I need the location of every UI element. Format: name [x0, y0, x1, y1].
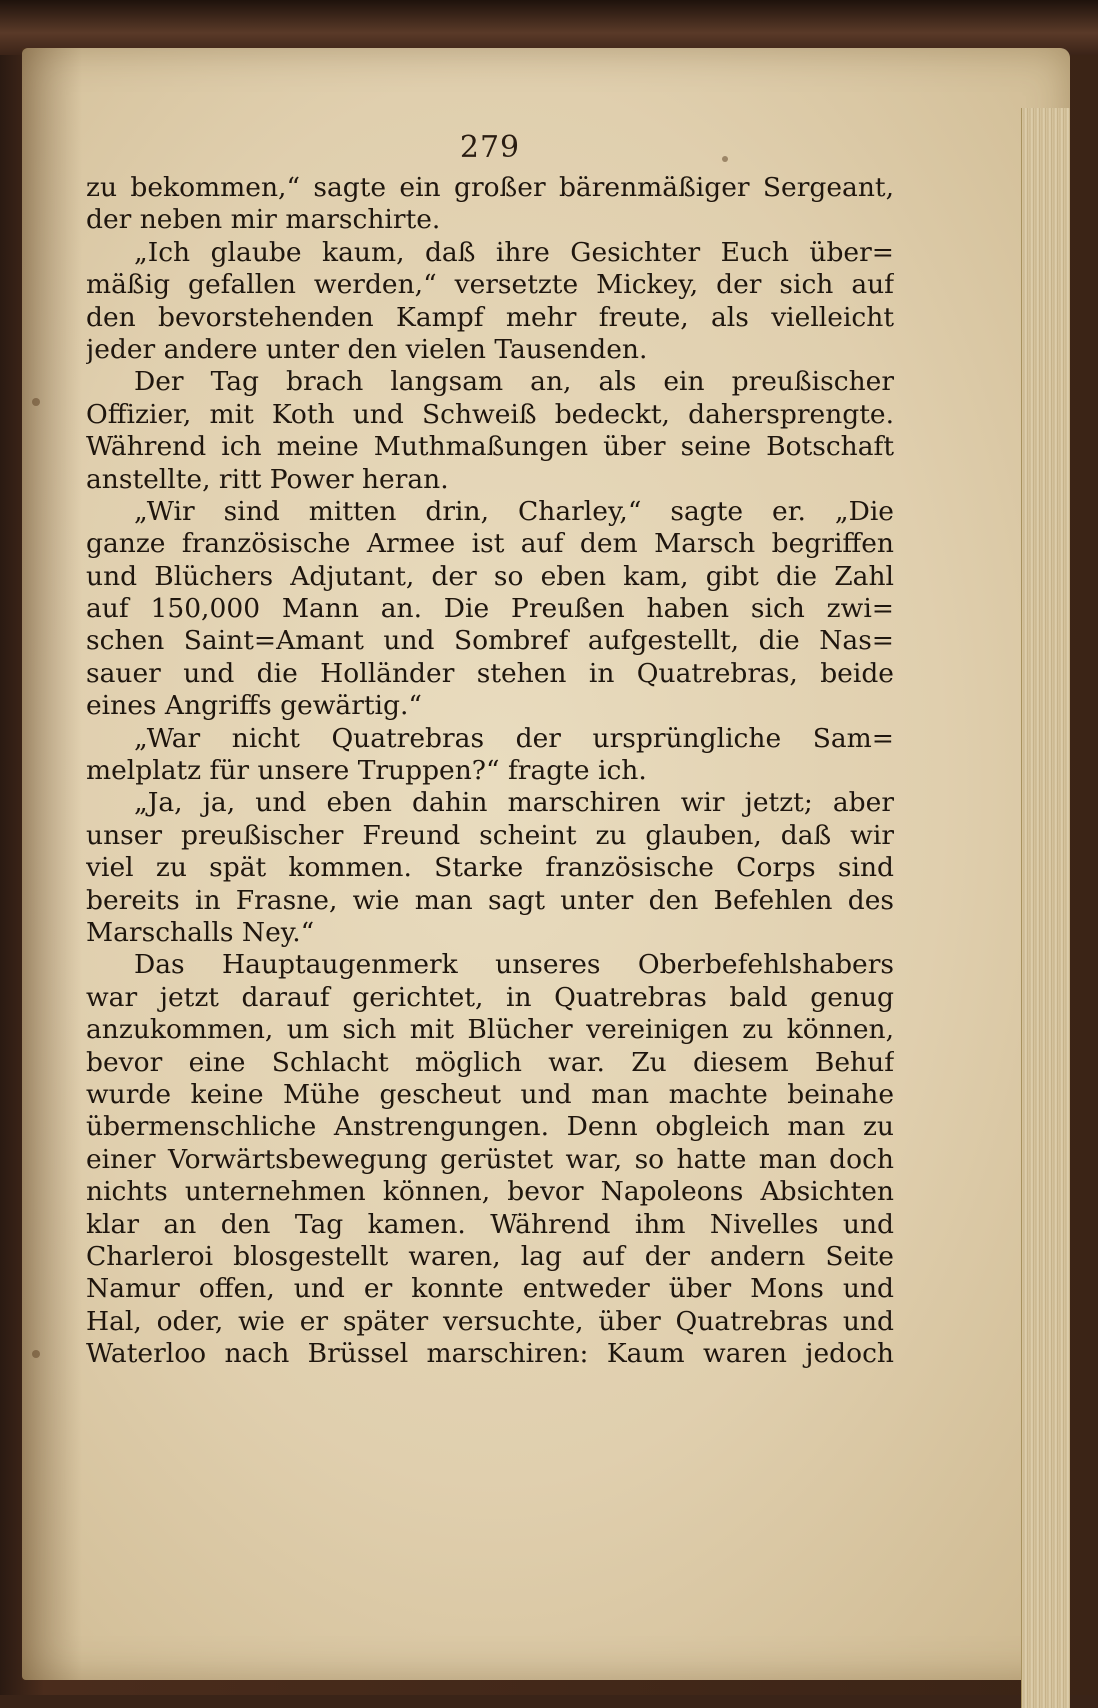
text-line: mäßig gefallen werden,“ versetzte Mickey, der sich auf — [86, 269, 894, 301]
text-line: „War nicht Quatrebras der ursprüngliche Sam= — [134, 722, 894, 754]
text-line: einer Vorwärtsbewegung gerüstet war, so hatte man doch — [86, 1143, 894, 1175]
text-line: sauer und die Holländer stehen in Quatrebras, beide — [86, 657, 894, 689]
text-line: eines Angriffs gewärtig.“ — [86, 690, 422, 722]
text-line: bereits in Frasne, wie man sagt unter den Befehlen des — [86, 884, 894, 916]
paper-speck — [722, 156, 728, 162]
text-line: wurde keine Mühe gescheut und man machte beinahe — [86, 1078, 894, 1110]
text-line: Namur offen, und er konnte entweder über Mons und — [86, 1273, 894, 1305]
text-line: nichts unternehmen können, bevor Napoleons Absichten — [86, 1176, 894, 1208]
text-line: Der Tag brach langsam an, als ein preußischer — [134, 366, 894, 398]
text-line: auf 150,000 Mann an. Die Preußen haben sich zwi= — [86, 593, 894, 625]
text-line: und Blüchers Adjutant, der so eben kam, gibt die Zahl — [86, 560, 894, 592]
gutter-shadow — [22, 48, 82, 1680]
text-line: Das Hauptaugenmerk unseres Oberbefehlshabers — [134, 949, 894, 981]
text-line: unser preußischer Freund scheint zu glauben, daß wir — [86, 819, 894, 851]
text-line: war jetzt darauf gerichtet, in Quatrebras bald genug — [86, 981, 894, 1013]
text-line: Während ich meine Muthmaßungen über seine Botschaft — [86, 431, 894, 463]
paper-speck — [32, 1350, 40, 1358]
text-line: jeder andere unter den vielen Tausenden. — [86, 333, 648, 365]
text-line: Offizier, mit Koth und Schweiß bedeckt, dahersprengte. — [86, 398, 894, 430]
text-line: schen Saint=Amant und Sombref aufgestellt, die Nas= — [86, 625, 894, 657]
paper-speck — [32, 398, 40, 406]
text-line: „Wir sind mitten drin, Charley,“ sagte er. „Die — [134, 495, 894, 527]
body-text — [86, 172, 894, 1370]
text-line: anzukommen, um sich mit Blücher vereinigen zu können, — [86, 1014, 894, 1046]
text-line: bevor eine Schlacht möglich war. Zu diesem Behuf — [86, 1046, 894, 1078]
book-binding — [0, 0, 1098, 55]
text-line: „Ja, ja, und eben dahin marschiren wir jetzt; aber — [134, 787, 894, 819]
text-line: melplatz für unsere Truppen?“ fragte ich. — [86, 755, 647, 787]
text-line: „Ich glaube kaum, daß ihre Gesichter Euch über= — [134, 236, 894, 268]
text-line: zu bekommen,“ sagte ein großer bärenmäßiger Sergeant, — [86, 172, 894, 203]
text-line: anstellte, ritt Power heran. — [86, 463, 449, 495]
text-line: übermenschliche Anstrengungen. Denn obgleich man zu — [86, 1111, 894, 1143]
text-line: klar an den Tag kamen. Während ihm Nivelles und — [86, 1208, 894, 1240]
text-line: Hal, oder, wie er später versuchte, über Quatrebras und — [86, 1305, 894, 1337]
page-number: 279 — [459, 130, 521, 165]
text-line: der neben mir marschirte. — [86, 204, 441, 236]
page-edges — [1021, 108, 1070, 1708]
text-line: ganze französische Armee ist auf dem Marsch begriffen — [86, 528, 894, 560]
text-line: Charleroi blosgestellt waren, lag auf der andern Seite — [86, 1240, 894, 1272]
text-line: Waterloo nach Brüssel marschiren: Kaum waren jedoch — [86, 1338, 894, 1370]
text-line: den bevorstehenden Kampf mehr freute, als vielleicht — [86, 301, 894, 333]
text-line: Marschalls Ney.“ — [86, 916, 315, 948]
text-line: viel zu spät kommen. Starke französische Corps sind — [86, 852, 894, 884]
